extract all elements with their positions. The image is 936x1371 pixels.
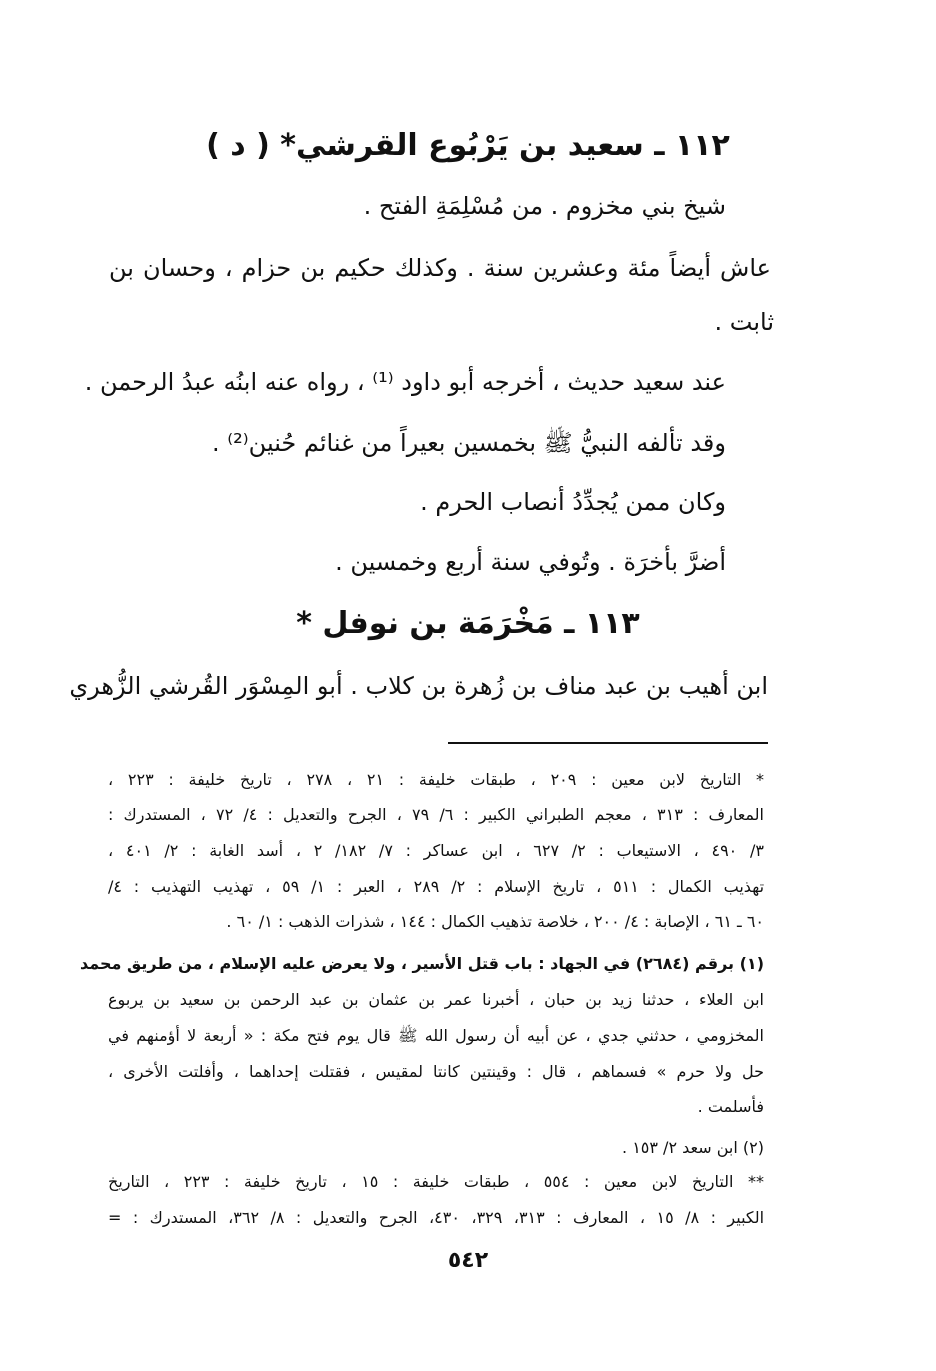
footnote-sources-113-line-1: ** التاريخ لابن معين : ٥٥٤ ، طبقات خليفة : ١٥ ، تاريخ خليفة : ٢٢٣ ، التاريخ (108, 1172, 765, 1191)
paragraph-lifespan-line-2: ثابت . (714, 308, 774, 336)
paragraph-origin: شيخ بني مخزوم . من مُسْلِمَةِ الفتح . (363, 192, 726, 220)
footnote-2: (٢) ابن سعد ٢/ ١٥٣ . (622, 1138, 764, 1157)
footnote-separator (448, 742, 768, 744)
paragraph-camels: وقد تألفه النبيُّ ﷺ بخمسين بعيراً من غنائم حُنين⁽²⁾ . (212, 429, 726, 457)
footnote-1-line-5: فأسلمت . (697, 1097, 764, 1116)
footnote-sources-112-line-1: * التاريخ لابن معين : ٢٠٩ ، طبقات خليفة : ٢١ ، ٢٧٨ ، تاريخ خليفة : ٢٢٣ ، (108, 770, 765, 789)
footnote-1-line-1: (١) برقم (٢٦٨٤) في الجهاد : باب قتل الأسير ، ولا يعرض عليه الإسلام ، من طريق محمد (79, 954, 764, 973)
footnote-1-line-2: ابن العلاء ، حدثنا زيد بن حبان ، أخبرنا عمر بن عثمان بن عبد الرحمن بن سعيد بن يربوع (108, 990, 764, 1009)
footnote-sources-112-line-2: المعارف : ٣١٣ ، معجم الطبراني الكبير : ٦/ ٧٩ ، الجرح والتعديل : ٤/ ٧٢ ، المستدرك : (108, 805, 764, 824)
entry-heading-113: ١١٣ ـ مَخْرَمَة بن نوفل * (296, 606, 640, 641)
paragraph-death: أضرَّ بأخرَة . وتُوفي سنة أربع وخمسين . (335, 548, 726, 576)
paragraph-lineage: ابن أهيب بن عبد مناف بن زُهرة بن كلاب . أبو المِسْوَر القُرشي الزُّهري (69, 672, 768, 700)
footnote-1-line-3: المخزومي ، حدثني جدي ، عن أبيه أن رسول الله ﷺ قال يوم فتح مكة : « أربعة لا أؤمنهم في (108, 1026, 764, 1045)
page-number: ٥٤٢ (447, 1248, 489, 1273)
entry-heading-112: ١١٢ ـ سعيد بن يَرْبُوع القرشي* ( د ) (206, 128, 730, 163)
paragraph-hadith: عند سعيد حديث ، أخرجه أبو داود ⁽¹⁾ ، رواه عنه ابنُه عبدُ الرحمن . (84, 368, 726, 396)
paragraph-haram-markers: وكان ممن يُجدِّدُ أنصاب الحرم . (420, 488, 726, 516)
footnote-sources-113-line-2: الكبير : ٨/ ١٥ ، المعارف : ٣١٣، ٣٢٩، ٤٣٠، الجرح والتعديل : ٨/ ٣٦٢، المستدرك : = (108, 1208, 765, 1227)
footnote-sources-112-line-3: ٣/ ٤٩٠ ، الاستيعاب : ٢/ ٦٢٧ ، ابن عساكر : ٧/ ١٨٢/ ٢ ، أسد الغابة : ٢/ ٤٠١ ، (108, 841, 764, 860)
paragraph-lifespan-line-1: عاش أيضاً مئة وعشرين سنة . وكذلك حكيم بن حزام ، وحسان بن (109, 254, 771, 282)
footnote-sources-112-line-5: ٦٠ ـ ٦١ ، الإصابة : ٤/ ٢٠٠ ، خلاصة تذهيب الكمال : ١٤٤ ، شذرات الذهب : ١/ ٦٠ . (226, 912, 764, 931)
footnote-sources-112-line-4: تهذيب الكمال : ٥١١ ، تاريخ الإسلام : ٢/ ٢٨٩ ، العبر : ١/ ٥٩ ، تهذيب التهذيب : ٤/ (108, 877, 765, 896)
footnote-1-line-4: حل ولا حرم » فسماهم ، قال : وقينتين كانتا لمقيس ، فقتلت إحداهما ، وأفلتت الأخرى ، (108, 1062, 764, 1081)
